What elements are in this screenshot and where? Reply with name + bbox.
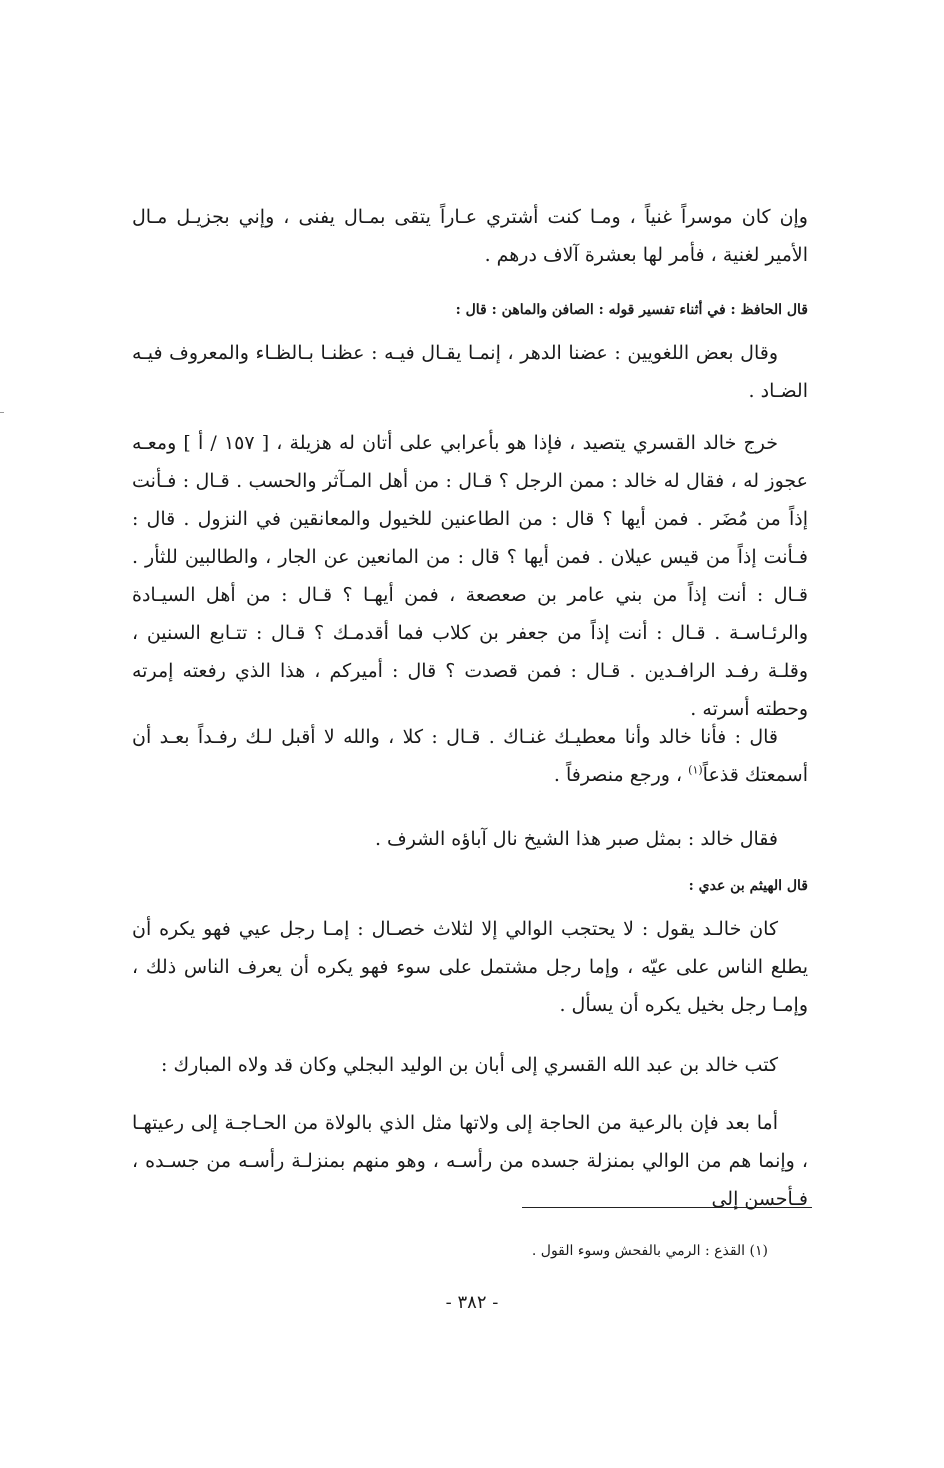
paragraph-8: أما بعد فإن بالرعية من الحاجة إلى ولاتها مثل الذي بالولاة من الحـاجـة إلى رعيتهـا ، وإنما هم من الوالي بمنزلة جسده من رأسـه ، وهو منهم بمنزلـة رأسـه من جسـده ، فـأحسن إلى	[132, 1112, 808, 1210]
footnote-reference: (١)	[688, 763, 703, 777]
footnote: (١) القذع : الرمي بالفحش وسوء القول .	[531, 1243, 768, 1259]
page-number: - ٣٨٢ -	[445, 1292, 499, 1313]
paragraph-4-text: قال : فأنا خالد وأنا معطيـك غنـاك . قـال : كلا ، والله لا أقبل لـك رفـداً بعـد أن أسمعتك قذعاً	[132, 726, 808, 786]
scan-edge-mark	[0, 412, 4, 413]
paragraph-4-ending: ، ورجع منصرفاً .	[553, 764, 689, 786]
paragraph-3: خرج خالد القسري يتصيد ، فإذا هو بأعرابي على أتان له هزيلة ، [ ١٥٧ / أ ] ومعـه عجوز له ، فقال له خالد : ممن الرجل ؟ قـال : من أهل المـآثر والحسب . قـال : فـأنت إذاً من مُضَر . فمن أيها ؟ قال : من الطاعنين للخيول والمعانقين في النزول . قال : فـأنت إذاً من قيس عيلان . فمن أيها ؟ قال : من المانعين عن الجار ، والطالبين للثأر . قـال : أنت إذاً من بني عامر بن صعصعة ، فمن أيهـا ؟ قـال : من أهل السيـادة والرئـاسـة . قـال : أنت إذاً من جعفر بن كلاب فما أقدمـك ؟ قـال : تتـابع السنين ، وقلـة رفـد الرافـدين . قـال : فمن قصدت ؟ قال : أميركم ، هذا الذي رفعته إمرته وحطته أسرته .	[132, 432, 808, 720]
paragraph-1: وإن كان موسراً غنياً ، ومـا كنت أشتري عـاراً يتقى بمـال يفنى ، وإني بجزيـل مـال الأمير لغنية ، فأمر لها بعشرة آلاف درهم .	[132, 206, 808, 266]
heading-al-hafiz: قال الحافظ : في أثناء تفسير قوله : الصافن والماهن : قال :	[455, 302, 808, 318]
paragraph-7: كتب خالد بن عبد الله القسري إلى أبان بن الوليد البجلي وكان قد ولاه المبارك :	[161, 1054, 778, 1076]
paragraph-4	[132, 718, 808, 794]
heading-al-haytham: قال الهيثم بن عدي :	[688, 878, 808, 894]
paragraph-2: وقال بعض اللغويين : عضنا الدهر ، إنمـا يقـال فيـه : عظنـا بـالظـاء والمعروف فيـه الضـاد .	[132, 342, 808, 402]
paragraph-6: كان خالـد يقول : لا يحتجب الوالي إلا لثلاث خصـال : إمـا رجل عيي فهو يكره أن يطلع الناس على عيّه ، وإما رجل مشتمل على سوء فهو يكره أن يعرف الناس ذلك ، وإمـا رجل بخيل يكره أن يسأل .	[132, 918, 808, 1016]
paragraph-5: فقال خالد : بمثل صبر هذا الشيخ نال آباؤه الشرف .	[374, 828, 778, 850]
footnote-divider	[522, 1207, 812, 1208]
